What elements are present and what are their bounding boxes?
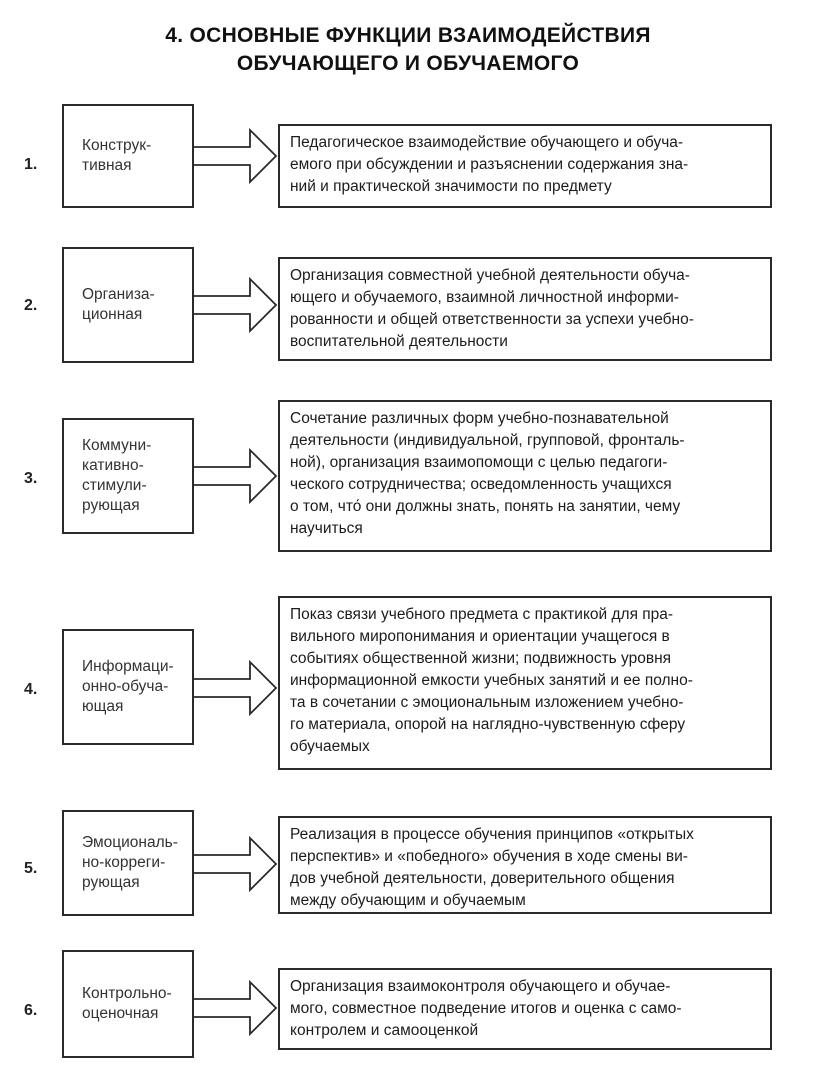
function-row-2 [0, 247, 816, 363]
function-name: Организа- ционная [82, 286, 155, 323]
function-name-box [62, 104, 194, 208]
row-number: 4. [24, 681, 38, 698]
function-description-box [278, 816, 772, 914]
function-name: Информаци- онно-обуча- ющая [82, 658, 174, 715]
function-description-box [278, 257, 772, 361]
row-number: 2. [24, 297, 38, 314]
title-line-2: ОБУЧАЮЩЕГО И ОБУЧАЕМОГО [236, 52, 580, 75]
row-number: 6. [24, 1002, 38, 1019]
function-name-box [62, 418, 194, 534]
function-description: Организация взаимоконтроля обучающего и обучае- мого, совместное подведение итогов и оценка с само- контролем и самооценкой [290, 978, 682, 1039]
function-row-3 [0, 400, 816, 552]
function-description: Сочетание различных форм учебно-познавательной деятельности (индивидуальной, групповой, фронталь- ной), организация взаимопомощи с целью педагоги- ческого сотрудничества; осведомленность учащихся о том, что́ они должны знать, понять на занятии, чему научиться [290, 410, 685, 537]
function-row-5 [0, 810, 816, 916]
function-name: Коммуни- кативно- стимули- рующая [82, 437, 152, 514]
function-name: Эмоциональ- но-корреги- рующая [82, 834, 178, 891]
row-number: 5. [24, 860, 38, 877]
row-number: 1. [24, 156, 38, 173]
right-arrow-icon [194, 834, 278, 894]
function-description: Показ связи учебного предмета с практикой для пра- вильного миропонимания и ориентации учащегося в событиях общественной жизни; подвижность уровня информационной емкости учебных занятий и ее полно- та в сочетании с эмоциональным изложением учебно- го материала, опорой на наглядно-чувственную сферу обучаемых [290, 606, 693, 755]
function-name-box [62, 629, 194, 745]
function-row-4 [0, 596, 816, 770]
function-description-box [278, 124, 772, 208]
function-description: Реализация в процессе обучения принципов «открытых перспектив» и «победного» обучения в ходе смены ви- дов учебной деятельности, доверительного общения между обучающим и обучаемым [290, 826, 694, 909]
function-name: Конструк- тивная [82, 137, 152, 174]
function-name-box [62, 247, 194, 363]
title-line-1: 4. ОСНОВНЫЕ ФУНКЦИИ ВЗАИМОДЕЙСТВИЯ [165, 24, 651, 47]
function-name-box [62, 810, 194, 916]
function-description-box [278, 596, 772, 770]
function-name: Контрольно- оценочная [82, 985, 172, 1022]
right-arrow-icon [194, 126, 278, 186]
right-arrow-icon [194, 978, 278, 1038]
function-description: Педагогическое взаимодействие обучающего и обуча- емого при обсуждении и разъяснении содержания зна- ний и практической значимости по предмету [290, 134, 689, 195]
row-number: 3. [24, 470, 38, 487]
page-title [0, 22, 816, 78]
function-row-1 [0, 104, 816, 208]
function-description: Организация совместной учебной деятельности обуча- ющего и обучаемого, взаимной личностной информи- рованности и общей ответственности за успехи учебно- воспитательной деятельности [290, 267, 694, 350]
function-name-box [62, 950, 194, 1058]
right-arrow-icon [194, 658, 278, 718]
right-arrow-icon [194, 275, 278, 335]
function-description-box [278, 968, 772, 1050]
right-arrow-icon [194, 446, 278, 506]
function-description-box [278, 400, 772, 552]
function-row-6 [0, 950, 816, 1058]
